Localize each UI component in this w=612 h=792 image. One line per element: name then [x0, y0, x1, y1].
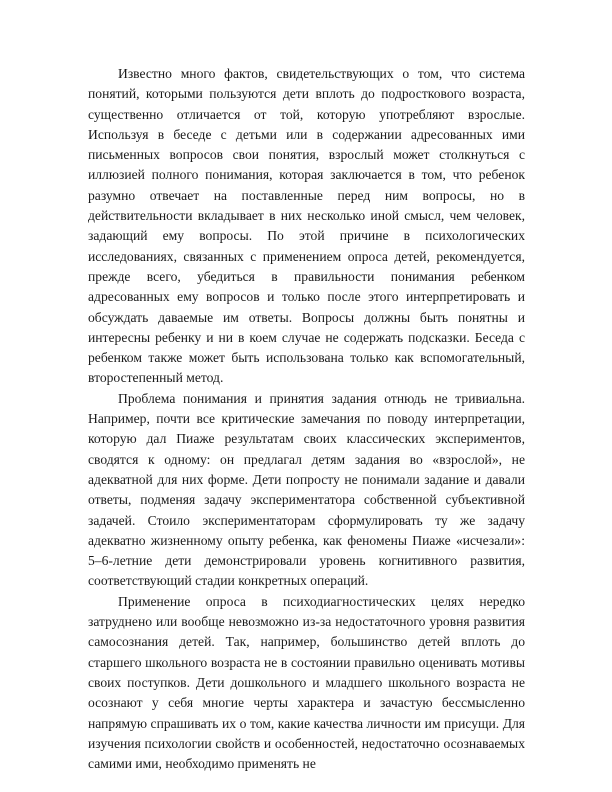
body-text — [88, 64, 525, 774]
paragraph-3: Применение опроса в психодиагностических целях нередко затруднено или вообще невозможно из-за недостаточного уровня развития самосознания детей. Так, например, большинство детей вплоть до старшего школьного возраста не в состоянии правильно оценивать мотивы своих поступков. Дети дошкольного и младшего школьного возраста не осознают у себя многие черты характера и зачастую бессмысленно напрямую спрашивать их о том, какие качества личности им присущи. Для изучения психологии свойств и особенностей, недостаточно осознаваемых самими ими, необходимо применять не — [88, 593, 525, 772]
paragraph-1: Известно много фактов, свидетельствующих о том, что система понятий, которыми пользуются дети вплоть до подросткового возраста, существенно отличается от той, которую употребляют взрослые. Используя в беседе с детьми или в содержании адресованных ими письменных вопросов свои понятия, взрослый может столкнуться с иллюзией полного понимания, которая заключается в том, что ребенок разумно отвечает на поставленные перед ним вопросы, но в действительности вкладывает в них несколько иной смысл, чем человек, задающий ему вопросы. По этой причине в психологических исследованиях, связанных с применением опроса детей, рекомендуется, прежде всего, убедиться в правильности понимания ребенком адресованных ему вопросов и только после этого интерпретировать и обсуждать даваемые им ответы. Вопросы должны быть понятны и интересны ребенку и ни в коем случае не содержать подсказки. Беседа с ребенком также может быть использована только как вспомогательный, второстепенный метод. — [88, 66, 525, 386]
paragraph-2: Проблема понимания и принятия задания отнюдь не тривиальна. Например, почти все критические замечания по поводу интерпретации, которую дал Пиаже результатам своих классических экспериментов, сводятся к одному: он предлагал детям задания во «взрослой», не адекватной для них форме. Дети попросту не понимали задание и давали ответы, подменяя задачу экспериментатора собственной субъективной задачей. Стоило экспериментаторам сформулировать ту же задачу адекватно жизненному опыту ребенка, как феномены Пиаже «исчезали»: 5–6-летние дети демонстрировали уровень когнитивного развития, соответствующий стадии конкретных операций. — [88, 390, 525, 589]
